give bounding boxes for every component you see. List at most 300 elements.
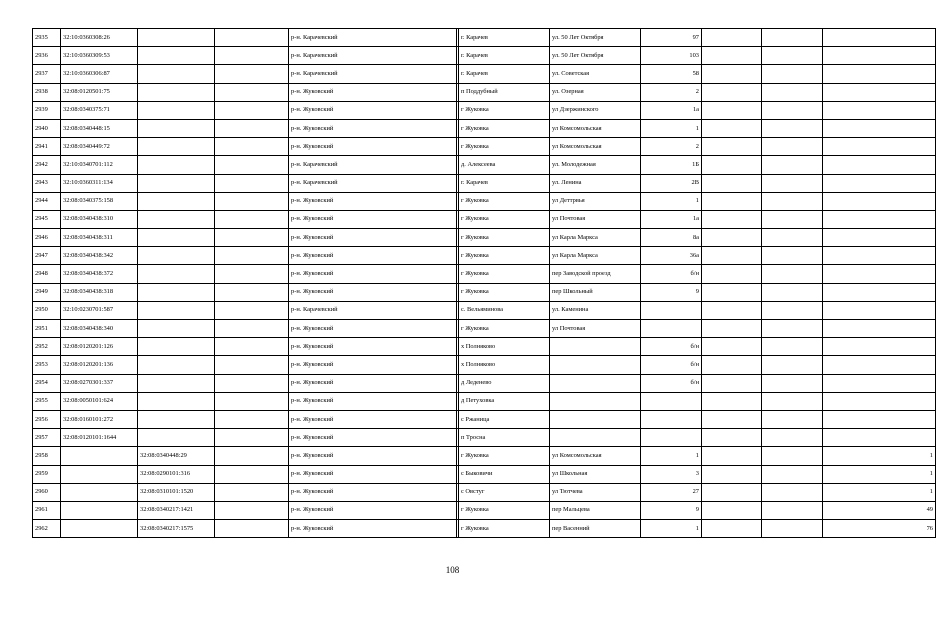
empty-cell — [702, 229, 762, 247]
district-cell: р-н. Жуковский — [289, 338, 457, 356]
table-row — [33, 138, 936, 156]
district-cell: р-н. Жуковский — [289, 447, 457, 465]
street-cell: ул Комсомольская — [550, 447, 641, 465]
cadastral-number-cell: 32:08:0050101:624 — [61, 392, 138, 410]
empty-cell — [762, 447, 823, 465]
cadastral-number-cell — [61, 465, 138, 483]
district-cell: р-н. Жуковский — [289, 265, 457, 283]
street-cell: ул. Молодежная — [550, 156, 641, 174]
value-cell: 49 — [823, 501, 936, 519]
empty-cell — [215, 320, 289, 338]
empty-cell — [215, 429, 289, 447]
empty-cell — [762, 374, 823, 392]
table-row — [33, 501, 936, 519]
value-cell — [823, 65, 936, 83]
street-cell: ул. Каменина — [550, 301, 641, 319]
cadastral-number-cell: 32:08:0340448:15 — [61, 119, 138, 137]
value-cell — [823, 392, 936, 410]
row-number-cell: 2961 — [33, 501, 61, 519]
cadastral-number-cell: 32:08:0340375:158 — [61, 192, 138, 210]
house-number-cell: 27 — [641, 483, 702, 501]
district-cell: р-н. Жуковский — [289, 138, 457, 156]
cadastral-number-cell: 32:08:0340438:342 — [61, 247, 138, 265]
empty-cell — [762, 65, 823, 83]
cadastral-number-cell — [61, 483, 138, 501]
house-number-cell: 1 — [641, 447, 702, 465]
house-number-cell: 2В — [641, 174, 702, 192]
street-cell: пер Школьный — [550, 283, 641, 301]
street-cell: ул. 50 Лет Октября — [550, 47, 641, 65]
value-cell — [823, 156, 936, 174]
empty-cell — [702, 447, 762, 465]
table-row — [33, 374, 936, 392]
empty-cell — [762, 429, 823, 447]
value-cell — [823, 210, 936, 228]
row-number-cell: 2951 — [33, 320, 61, 338]
row-number-cell: 2935 — [33, 29, 61, 47]
house-number-cell — [641, 320, 702, 338]
district-cell: р-н. Жуковский — [289, 429, 457, 447]
value-cell — [823, 429, 936, 447]
row-number-cell: 2959 — [33, 465, 61, 483]
empty-cell — [215, 301, 289, 319]
row-number-cell: 2937 — [33, 65, 61, 83]
house-number-cell: 1 — [641, 520, 702, 538]
street-cell — [550, 356, 641, 374]
table-row — [33, 83, 936, 101]
empty-cell — [215, 138, 289, 156]
empty-cell — [762, 338, 823, 356]
empty-cell — [215, 101, 289, 119]
district-cell: р-н. Жуковский — [289, 192, 457, 210]
row-number-cell: 2945 — [33, 210, 61, 228]
house-number-cell — [641, 429, 702, 447]
empty-cell — [215, 483, 289, 501]
table-row — [33, 156, 936, 174]
settlement-cell: г Жуковка — [459, 247, 550, 265]
register-sheet — [32, 28, 933, 538]
empty-cell — [702, 283, 762, 301]
empty-cell — [762, 520, 823, 538]
row-number-cell: 2957 — [33, 429, 61, 447]
street-cell: ул Дзержинского — [550, 101, 641, 119]
empty-cell — [702, 265, 762, 283]
settlement-cell: г Жуковка — [459, 192, 550, 210]
value-cell — [823, 356, 936, 374]
cadastral-number-cell: 32:08:0340449:72 — [61, 138, 138, 156]
empty-cell — [702, 192, 762, 210]
street-cell — [550, 392, 641, 410]
district-cell: р-н. Жуковский — [289, 247, 457, 265]
cadastral-number-cell: 32:08:0120501:75 — [61, 83, 138, 101]
empty-cell — [215, 174, 289, 192]
cadastral-number-alt-cell: 32:08:0290101:316 — [138, 465, 215, 483]
table-row — [33, 29, 936, 47]
empty-cell — [762, 301, 823, 319]
empty-cell — [762, 210, 823, 228]
value-cell — [823, 29, 936, 47]
value-cell — [823, 83, 936, 101]
empty-cell — [702, 356, 762, 374]
table-row — [33, 465, 936, 483]
cadastral-number-alt-cell — [138, 356, 215, 374]
cadastral-number-cell: 32:08:0340438:340 — [61, 320, 138, 338]
value-cell: 1 — [823, 447, 936, 465]
cadastral-number-alt-cell — [138, 301, 215, 319]
table-row — [33, 119, 936, 137]
value-cell — [823, 192, 936, 210]
empty-cell — [702, 83, 762, 101]
district-cell: р-н. Карачевский — [289, 65, 457, 83]
row-number-cell: 2938 — [33, 83, 61, 101]
empty-cell — [215, 392, 289, 410]
row-number-cell: 2955 — [33, 392, 61, 410]
street-cell — [550, 374, 641, 392]
empty-cell — [702, 29, 762, 47]
house-number-cell: 2 — [641, 138, 702, 156]
house-number-cell: 1а — [641, 101, 702, 119]
empty-cell — [702, 174, 762, 192]
settlement-cell: г Жуковка — [459, 320, 550, 338]
empty-cell — [762, 29, 823, 47]
table-row — [33, 192, 936, 210]
empty-cell — [762, 320, 823, 338]
table-row — [33, 265, 936, 283]
house-number-cell: 1а — [641, 210, 702, 228]
empty-cell — [215, 192, 289, 210]
row-number-cell: 2942 — [33, 156, 61, 174]
cadastral-number-cell: 32:08:0340438:318 — [61, 283, 138, 301]
empty-cell — [215, 374, 289, 392]
district-cell: р-н. Жуковский — [289, 119, 457, 137]
cadastral-number-cell: 32:10:0340701:112 — [61, 156, 138, 174]
cadastral-number-alt-cell: 32:08:0310101:1520 — [138, 483, 215, 501]
table-row — [33, 229, 936, 247]
row-number-cell: 2958 — [33, 447, 61, 465]
settlement-cell: х Полняково — [459, 356, 550, 374]
empty-cell — [702, 320, 762, 338]
empty-cell — [215, 265, 289, 283]
street-cell: ул Тютчева — [550, 483, 641, 501]
house-number-cell: б/н — [641, 265, 702, 283]
row-number-cell: 2952 — [33, 338, 61, 356]
street-cell: ул Школьная — [550, 465, 641, 483]
row-number-cell: 2953 — [33, 356, 61, 374]
value-cell — [823, 247, 936, 265]
empty-cell — [702, 520, 762, 538]
settlement-cell: г. Карачев — [459, 65, 550, 83]
settlement-cell: г Жуковка — [459, 138, 550, 156]
settlement-cell: д Петуховка — [459, 392, 550, 410]
table-row — [33, 247, 936, 265]
settlement-cell: с Быковичи — [459, 465, 550, 483]
cadastral-number-cell: 32:10:0360306:87 — [61, 65, 138, 83]
house-number-cell — [641, 392, 702, 410]
cadastral-number-cell: 32:08:0340375:71 — [61, 101, 138, 119]
settlement-cell: г. Карачев — [459, 174, 550, 192]
district-cell: р-н. Жуковский — [289, 520, 457, 538]
table-row — [33, 320, 936, 338]
settlement-cell: с Ржаница — [459, 410, 550, 428]
cadastral-number-cell: 32:10:0360309:53 — [61, 47, 138, 65]
row-number-cell: 2944 — [33, 192, 61, 210]
house-number-cell: 36а — [641, 247, 702, 265]
settlement-cell: г Жуковка — [459, 520, 550, 538]
street-cell: ул Почтовая — [550, 210, 641, 228]
table-row — [33, 338, 936, 356]
table-row — [33, 447, 936, 465]
empty-cell — [702, 138, 762, 156]
empty-cell — [215, 447, 289, 465]
street-cell: ул Деттрвья — [550, 192, 641, 210]
street-cell: ул Карла Маркса — [550, 229, 641, 247]
empty-cell — [762, 265, 823, 283]
district-cell: р-н. Жуковский — [289, 374, 457, 392]
house-number-cell: 1Б — [641, 156, 702, 174]
house-number-cell: б/н — [641, 356, 702, 374]
cadastral-number-alt-cell — [138, 192, 215, 210]
cadastral-number-alt-cell: 32:08:0340448:29 — [138, 447, 215, 465]
district-cell: р-н. Жуковский — [289, 229, 457, 247]
empty-cell — [762, 501, 823, 519]
empty-cell — [215, 65, 289, 83]
cadastral-number-alt-cell — [138, 29, 215, 47]
house-number-cell — [641, 301, 702, 319]
empty-cell — [762, 47, 823, 65]
table-row — [33, 392, 936, 410]
district-cell: р-н. Жуковский — [289, 101, 457, 119]
value-cell — [823, 47, 936, 65]
empty-cell — [762, 138, 823, 156]
table-row — [33, 65, 936, 83]
district-cell: р-н. Жуковский — [289, 483, 457, 501]
house-number-cell: 103 — [641, 47, 702, 65]
cadastral-number-cell: 32:08:0160101:272 — [61, 410, 138, 428]
cadastral-number-alt-cell: 32:08:0340217:1421 — [138, 501, 215, 519]
settlement-cell: г Жуковка — [459, 119, 550, 137]
table-row — [33, 301, 936, 319]
street-cell: ул. 50 Лет Октября — [550, 29, 641, 47]
cadastral-number-alt-cell — [138, 392, 215, 410]
street-cell: ул Карла Маркса — [550, 247, 641, 265]
settlement-cell: г Жуковка — [459, 501, 550, 519]
cadastral-number-cell — [61, 520, 138, 538]
empty-cell — [702, 247, 762, 265]
house-number-cell: 58 — [641, 65, 702, 83]
house-number-cell: 2 — [641, 83, 702, 101]
cadastral-number-alt-cell — [138, 210, 215, 228]
settlement-cell: п Тросна — [459, 429, 550, 447]
district-cell: р-н. Жуковский — [289, 465, 457, 483]
district-cell: р-н. Жуковский — [289, 410, 457, 428]
district-cell: р-н. Жуковский — [289, 356, 457, 374]
value-cell — [823, 138, 936, 156]
cadastral-number-alt-cell — [138, 119, 215, 137]
cadastral-number-alt-cell — [138, 283, 215, 301]
cadastral-number-cell: 32:08:0120101:1644 — [61, 429, 138, 447]
empty-cell — [762, 465, 823, 483]
table-row — [33, 483, 936, 501]
street-cell: ул. Ленина — [550, 174, 641, 192]
empty-cell — [702, 429, 762, 447]
cadastral-number-alt-cell — [138, 338, 215, 356]
table-row — [33, 101, 936, 119]
property-register-table — [32, 28, 936, 538]
cadastral-number-cell: 32:10:0230701:587 — [61, 301, 138, 319]
empty-cell — [702, 210, 762, 228]
settlement-cell: г Жуковка — [459, 447, 550, 465]
empty-cell — [762, 483, 823, 501]
settlement-cell: п Поддубный — [459, 83, 550, 101]
table-row — [33, 429, 936, 447]
empty-cell — [702, 410, 762, 428]
cadastral-number-alt-cell — [138, 138, 215, 156]
value-cell — [823, 265, 936, 283]
empty-cell — [702, 465, 762, 483]
house-number-cell: 1 — [641, 192, 702, 210]
cadastral-number-cell: 32:08:0340438:311 — [61, 229, 138, 247]
row-number-cell: 2950 — [33, 301, 61, 319]
table-row — [33, 174, 936, 192]
cadastral-number-cell: 32:08:0120201:126 — [61, 338, 138, 356]
settlement-cell: х Полняково — [459, 338, 550, 356]
empty-cell — [762, 101, 823, 119]
cadastral-number-alt-cell: 32:08:0340217:1575 — [138, 520, 215, 538]
empty-cell — [702, 156, 762, 174]
empty-cell — [215, 29, 289, 47]
settlement-cell: с Овстуг — [459, 483, 550, 501]
house-number-cell: 3 — [641, 465, 702, 483]
empty-cell — [215, 47, 289, 65]
value-cell — [823, 410, 936, 428]
empty-cell — [762, 156, 823, 174]
settlement-cell: г. Карачев — [459, 29, 550, 47]
empty-cell — [215, 119, 289, 137]
row-number-cell: 2943 — [33, 174, 61, 192]
value-cell: 1 — [823, 483, 936, 501]
page-number: 108 — [445, 565, 460, 575]
cadastral-number-alt-cell — [138, 265, 215, 283]
table-row — [33, 410, 936, 428]
district-cell: р-н. Карачевский — [289, 301, 457, 319]
empty-cell — [762, 174, 823, 192]
district-cell: р-н. Жуковский — [289, 501, 457, 519]
row-number-cell: 2939 — [33, 101, 61, 119]
cadastral-number-cell: 32:10:0360311:134 — [61, 174, 138, 192]
street-cell: пер Мальцева — [550, 501, 641, 519]
settlement-cell: г. Карачев — [459, 47, 550, 65]
house-number-cell: 9 — [641, 283, 702, 301]
empty-cell — [762, 229, 823, 247]
empty-cell — [762, 392, 823, 410]
settlement-cell: с. Вельяминова — [459, 301, 550, 319]
cadastral-number-alt-cell — [138, 156, 215, 174]
empty-cell — [762, 410, 823, 428]
empty-cell — [702, 301, 762, 319]
empty-cell — [215, 465, 289, 483]
value-cell — [823, 174, 936, 192]
row-number-cell: 2946 — [33, 229, 61, 247]
district-cell: р-н. Жуковский — [289, 392, 457, 410]
house-number-cell: 97 — [641, 29, 702, 47]
empty-cell — [702, 119, 762, 137]
row-number-cell: 2940 — [33, 119, 61, 137]
value-cell — [823, 301, 936, 319]
table-row — [33, 210, 936, 228]
district-cell: р-н. Жуковский — [289, 210, 457, 228]
cadastral-number-alt-cell — [138, 229, 215, 247]
street-cell: ул. Советская — [550, 65, 641, 83]
street-cell — [550, 338, 641, 356]
settlement-cell: д Леденево — [459, 374, 550, 392]
cadastral-number-alt-cell — [138, 101, 215, 119]
cadastral-number-cell: 32:08:0340438:372 — [61, 265, 138, 283]
empty-cell — [215, 501, 289, 519]
value-cell: 1 — [823, 465, 936, 483]
district-cell: р-н. Жуковский — [289, 283, 457, 301]
empty-cell — [762, 283, 823, 301]
street-cell — [550, 429, 641, 447]
cadastral-number-alt-cell — [138, 374, 215, 392]
empty-cell — [762, 356, 823, 374]
table-row — [33, 283, 936, 301]
table-body — [33, 29, 936, 538]
table-row — [33, 356, 936, 374]
cadastral-number-cell: 32:10:0360308:26 — [61, 29, 138, 47]
house-number-cell: 8а — [641, 229, 702, 247]
cadastral-number-alt-cell — [138, 320, 215, 338]
row-number-cell: 2936 — [33, 47, 61, 65]
value-cell — [823, 229, 936, 247]
house-number-cell — [641, 410, 702, 428]
settlement-cell: г Жуковка — [459, 210, 550, 228]
cadastral-number-alt-cell — [138, 83, 215, 101]
district-cell: р-н. Карачевский — [289, 156, 457, 174]
house-number-cell: б/н — [641, 374, 702, 392]
empty-cell — [215, 356, 289, 374]
empty-cell — [702, 338, 762, 356]
empty-cell — [215, 283, 289, 301]
cadastral-number-alt-cell — [138, 247, 215, 265]
empty-cell — [702, 483, 762, 501]
empty-cell — [702, 501, 762, 519]
empty-cell — [215, 520, 289, 538]
row-number-cell: 2960 — [33, 483, 61, 501]
district-cell: р-н. Жуковский — [289, 320, 457, 338]
street-cell: ул Комсомольская — [550, 138, 641, 156]
row-number-cell: 2954 — [33, 374, 61, 392]
street-cell: ул Почтовая — [550, 320, 641, 338]
empty-cell — [702, 101, 762, 119]
settlement-cell: г Жуковка — [459, 265, 550, 283]
empty-cell — [702, 374, 762, 392]
cadastral-number-alt-cell — [138, 174, 215, 192]
value-cell — [823, 119, 936, 137]
street-cell: пер Заводской проезд — [550, 265, 641, 283]
empty-cell — [702, 65, 762, 83]
cadastral-number-cell — [61, 501, 138, 519]
cadastral-number-cell: 32:08:0120201:136 — [61, 356, 138, 374]
empty-cell — [762, 247, 823, 265]
street-cell: ул Комсомольская — [550, 119, 641, 137]
district-cell: р-н. Карачевский — [289, 29, 457, 47]
cadastral-number-alt-cell — [138, 65, 215, 83]
row-number-cell: 2949 — [33, 283, 61, 301]
house-number-cell: б/н — [641, 338, 702, 356]
street-cell — [550, 410, 641, 428]
house-number-cell: 9 — [641, 501, 702, 519]
value-cell — [823, 338, 936, 356]
